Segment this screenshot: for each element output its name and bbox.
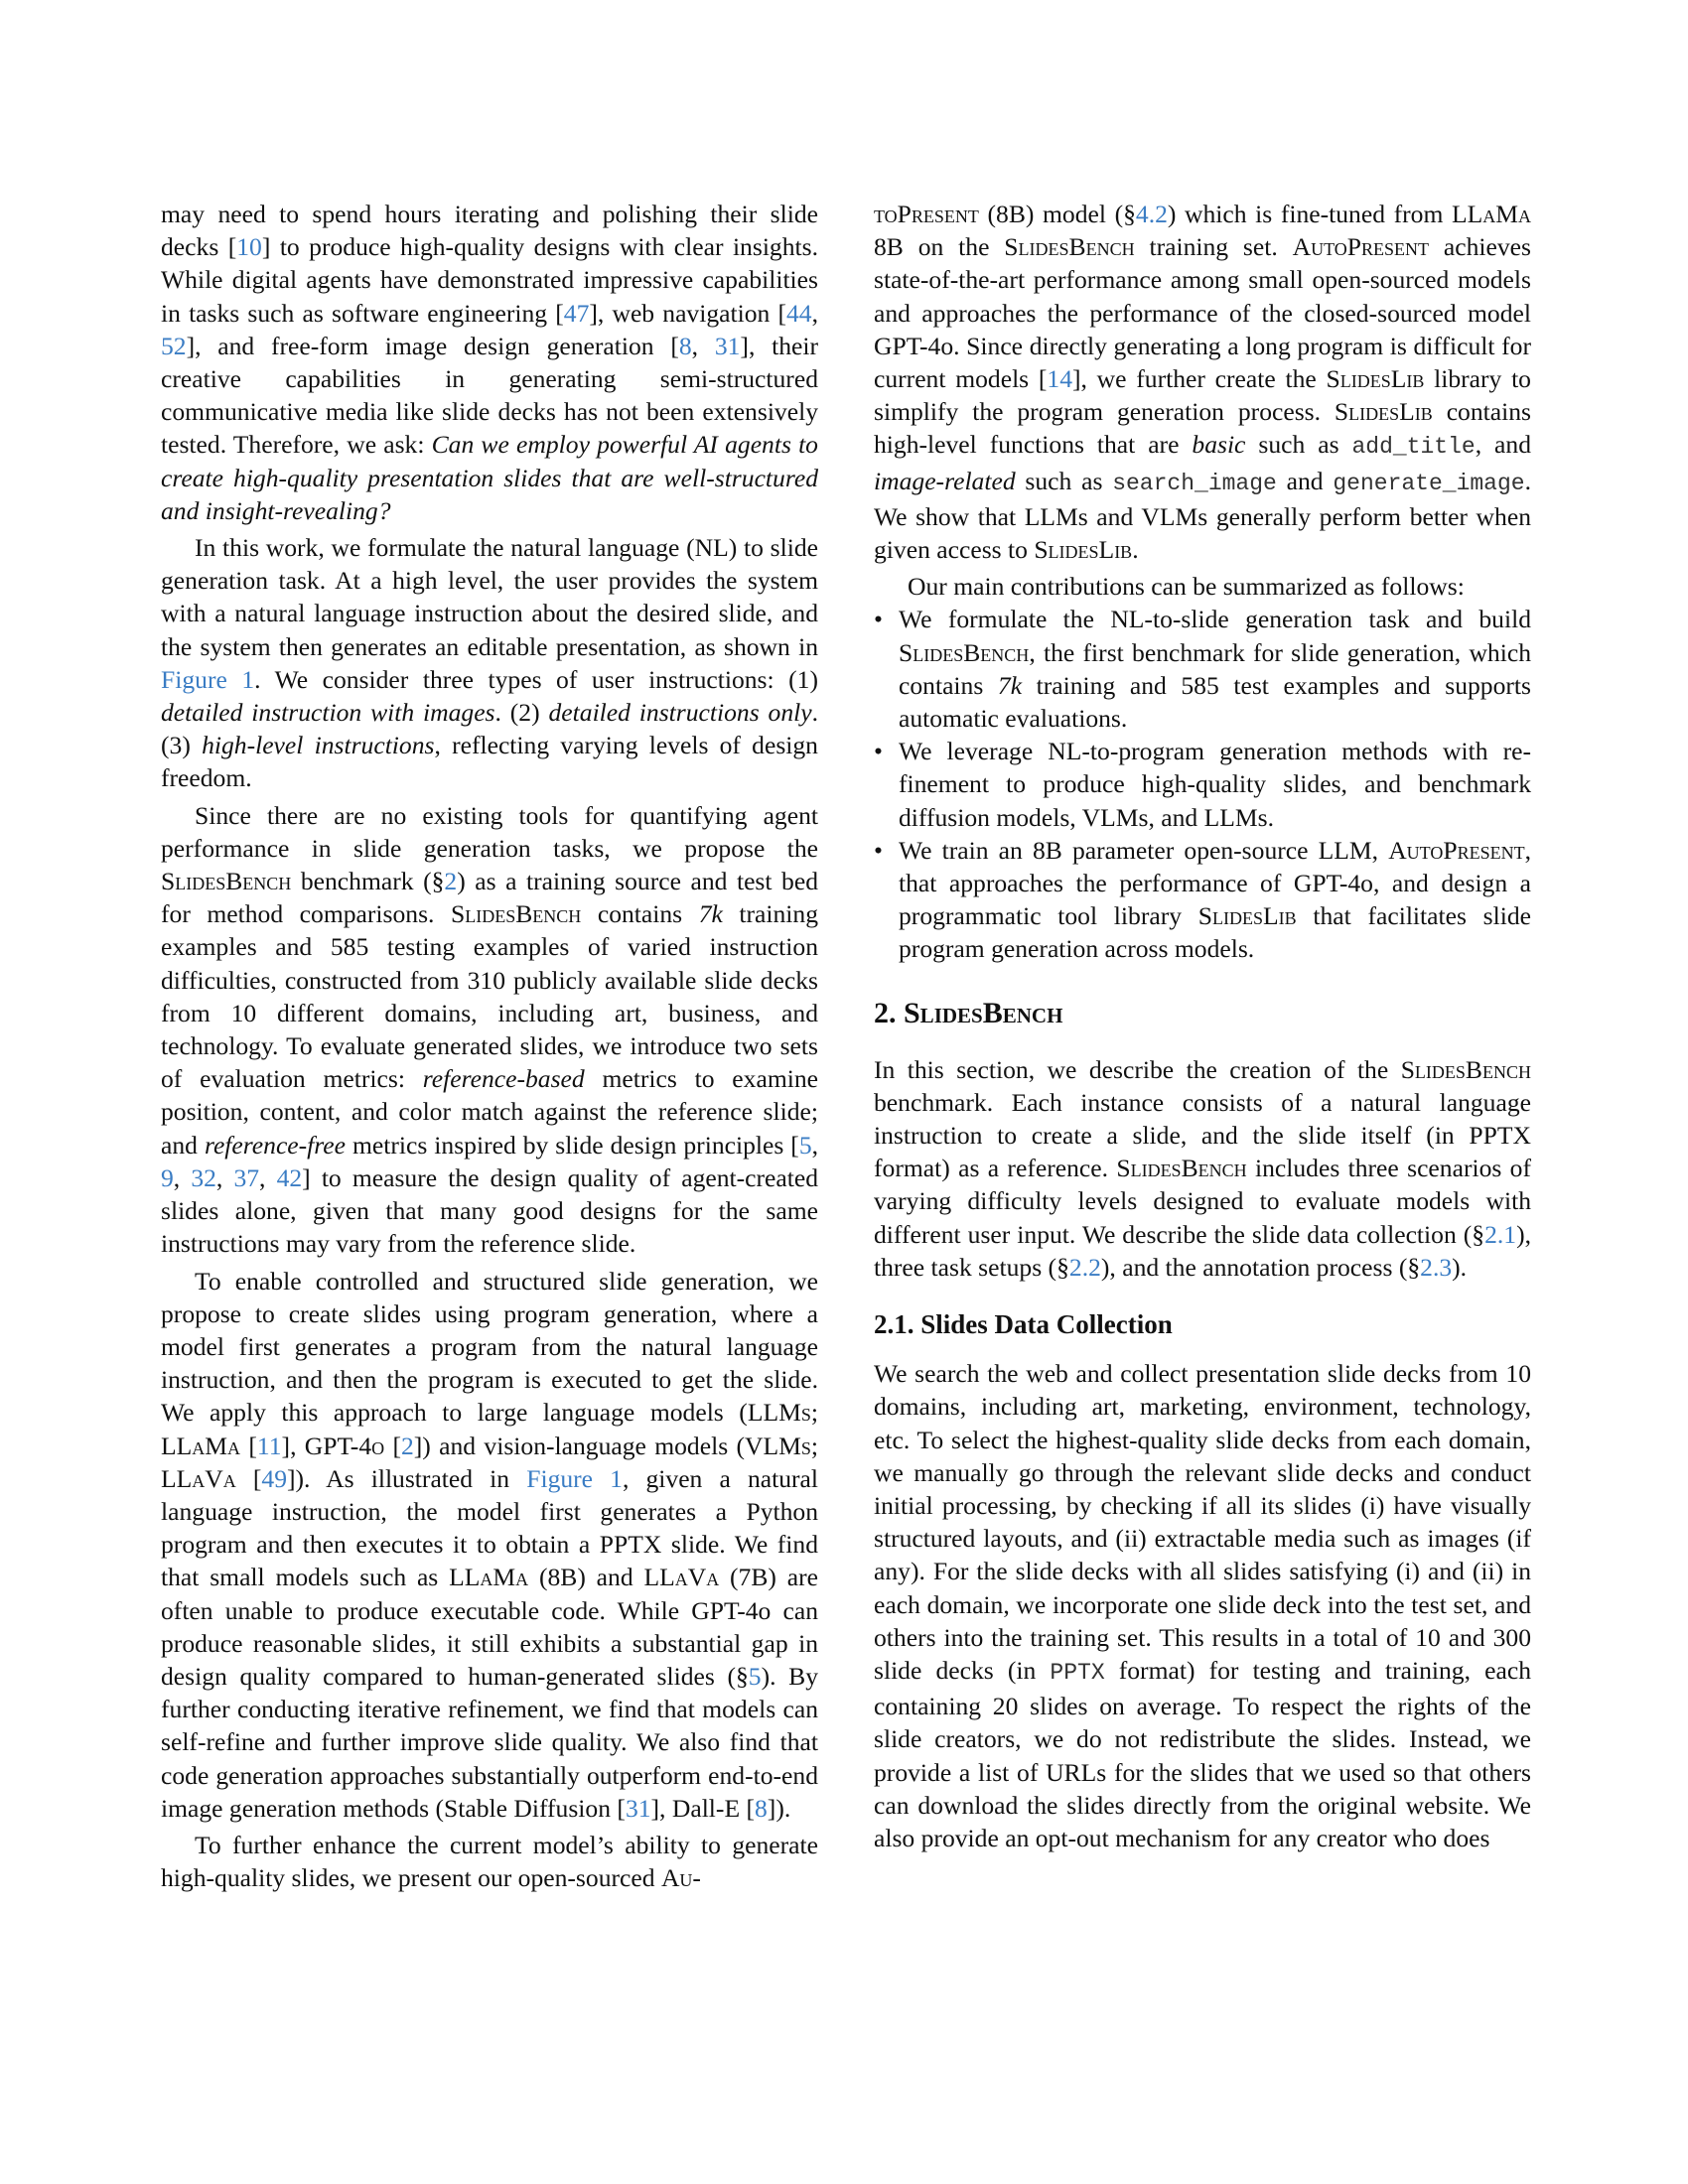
code-generate-image: generate_image (1333, 470, 1525, 496)
paragraph-benchmark-overview: Since there are no existing tools for quantifying agent performance in slide generation tasks, we propose the SlidesBench benchmark (§2) as a training source and test bed for method comparisons. SlidesBench contains 7k training examples and 585 testing examples of varied instruction difficulties, constructed from 310 publicly available slide decks from 10 different domains, including art, business, and technology. To evaluate generated slides, we introduce two sets of evaluation metrics: reference-based metrics to examine position, content, and color match against the reference slide; and reference-free metrics inspired by slide design principles [5, 9, 32, 37, 42] to measure the design quality of agent-created slides alone, given that many good designs for the same instructions may vary from the reference slide. (161, 800, 819, 1259)
citation-link[interactable]: 10 (236, 232, 262, 262)
citation-link[interactable]: 5 (798, 1130, 812, 1160)
paragraph-section2-intro: In this section, we describe the creation of the SlidesBench benchmark. Each instance consists of a natural language instruction to create a slide, and the slide itself (in PPTX format) as a reference. SlidesBench includes three scenarios of varying difficulty levels designed to evaluate models with different user input. We describe the slide data collection (§2.1), three task setups (§2.2), and the annotation process (§2.3). (874, 1054, 1531, 1282)
section-link[interactable]: 4.2 (1135, 200, 1168, 228)
section-heading-slidesbench: 2. SlidesBench (874, 996, 1063, 1029)
contributions-list (874, 603, 1531, 965)
code-pptx: PPTX (1050, 1659, 1105, 1686)
figure-link[interactable]: Figure 1 (526, 1463, 623, 1493)
research-question: Can we employ powerful AI agents to create high-quality presentation slides that are well-structured and insight-revealing? (161, 430, 818, 525)
contributions-intro: Our main contributions can be summarized as follows: (908, 572, 1465, 602)
citation-link[interactable]: 47 (563, 298, 590, 328)
citation-link[interactable]: 2 (400, 1431, 414, 1460)
citation-link[interactable]: 44 (786, 298, 812, 328)
subsection-heading-data-collection: 2.1. Slides Data Collection (874, 1309, 1173, 1340)
citation-link[interactable]: 42 (276, 1162, 303, 1192)
figure-link[interactable]: Figure 1 (161, 664, 255, 694)
section-link[interactable]: 2.1 (1484, 1219, 1517, 1249)
code-add-title: add_title (1351, 434, 1476, 461)
contribution-item: • We train an 8B parameter open-source LLM, AutoPresent, that approaches the performance of GPT-4o, and design a programmatic tool library SlidesLib that facilitates slide program generation across models. (874, 834, 1531, 966)
contribution-item: • We leverage NL-to-program generation methods with refinement to produce high-quality slides, and benchmark diffusion models, VLMs, and LLMs. (874, 735, 1531, 834)
citation-link[interactable]: 31 (714, 331, 741, 360)
section-link[interactable]: 2 (444, 867, 458, 896)
paragraph-data-collection: We search the web and collect presentation slide decks from 10 domains, including art, marketing, environment, technology, etc. To select the highest-quality slide decks from each domain, we manually go through the relevant slide decks and conduct initial processing, by checking if all its slides (i) have visually structured layouts, and (ii) extractable media such as images (if any). For the slide decks with all slides satisfying (i) and (ii) in each domain, we incorporate one slide deck into the test set, and others into the training set. This results in a total of 10 and 300 slide decks (in PPTX format) for testing and training, each containing 20 slides on average. To respect the rights of the slide creators, we do not redistribute the slides. Instead, we provide a list of URLs for the slides that we used so that others can download the slides directly from the original website. We also provide an opt-out mechanism for any creator who does (874, 1359, 1531, 1852)
paragraph-intro-continued: may need to spend hours iterating and polishing their slide decks [10] to produce high-quality designs with clear insights. While digital agents have demonstrated impressive capabilities in tasks such as software engineering [47], web navigation [44, 52], and free-form image design generation [8, 31], their creative capabilities in generating semi-structured communicative media like slide decks has not been extensively tested. Therefore, we ask: Can we employ powerful AI agents to create high-quality presentation slides that are well-structured and insight-revealing? (161, 200, 818, 525)
citation-link[interactable]: 14 (1047, 364, 1073, 394)
right-column (874, 198, 1531, 1854)
citation-link[interactable]: 31 (625, 1793, 651, 1823)
paragraph-autopresent-continued: toPresent (8B) model (§4.2) which is fine-tuned from LLaMa 8B on the SlidesBench training set. AutoPresent achieves state-of-the-art performance among small open-sourced models and approaches the performance of the closed-sourced model GPT-4o. Since directly generating a long program is difficult for current models [14], we further create the SlidesLib library to simplify the program generation process. SlidesLib contains high-level functions that are basic such as add_title, and image-related such as search_image and generate_image. We show that LLMs and VLMs generally perform better when given access to SlidesLib. (874, 200, 1531, 565)
paragraph-program-generation: To enable controlled and structured slide generation, we propose to create slides using program generation, where a model first generates a program from the natural language instruction, and then the program is executed to get the slide. We apply this approach to large language models (LLMs; LLaMa [11], GPT-4o [2]) and vision-language models (VLMs; LLaVa [49]). As illustrated in Figure 1, given a natural language instruction, the model first generates a Python program and then executes it to obtain a PPTX slide. We find that small models such as LLaMa (8B) and LLaVa (7B) are often unable to produce executable code. While GPT-4o can produce reasonable slides, it still exhibits a substantial gap in design quality compared to human-generated slides (§5). By further conducting iterative refinement, we find that models can self-refine and further improve slide quality. We also find that code generation approaches substantially outperform end-to-end image generation methods (Stable Diffusion [31], Dall-E [8]). (161, 1266, 819, 1823)
section-link[interactable]: 2.3 (1420, 1252, 1453, 1282)
citation-link[interactable]: 9 (161, 1162, 174, 1192)
citation-link[interactable]: 52 (161, 331, 187, 360)
citation-link[interactable]: 11 (256, 1431, 282, 1460)
contribution-item: • We formulate the NL-to-slide generation task and build SlidesBench, the first benchmark for slide generation, which contains 7k training and 585 test examples and supports automatic evaluations. (874, 603, 1531, 735)
paragraph-task-formulation: In this work, we formulate the natural language (NL) to slide generation task. At a high level, the user provides the system with a natural language instruction about the desired slide, and the system then generates an editable presentation, as shown in Figure 1. We consider three types of user instructions: (1) detailed instruction with images. (2) detailed instructions only. (3) high-level instructions, reflecting varying levels of design freedom. (161, 533, 818, 793)
citation-link[interactable]: 8 (678, 331, 692, 360)
code-search-image: search_image (1112, 470, 1277, 496)
citation-link[interactable]: 37 (233, 1162, 260, 1192)
section-link[interactable]: 5 (748, 1661, 762, 1691)
citation-link[interactable]: 49 (261, 1463, 287, 1493)
citation-link[interactable]: 8 (755, 1793, 768, 1823)
left-column (161, 198, 818, 1894)
citation-link[interactable]: 32 (191, 1162, 216, 1192)
paragraph-autopresent-intro: To further enhance the current model’s ability to generate high-quality slides, we present our open-sourced Au- (161, 1830, 818, 1893)
section-link[interactable]: 2.2 (1068, 1252, 1101, 1282)
